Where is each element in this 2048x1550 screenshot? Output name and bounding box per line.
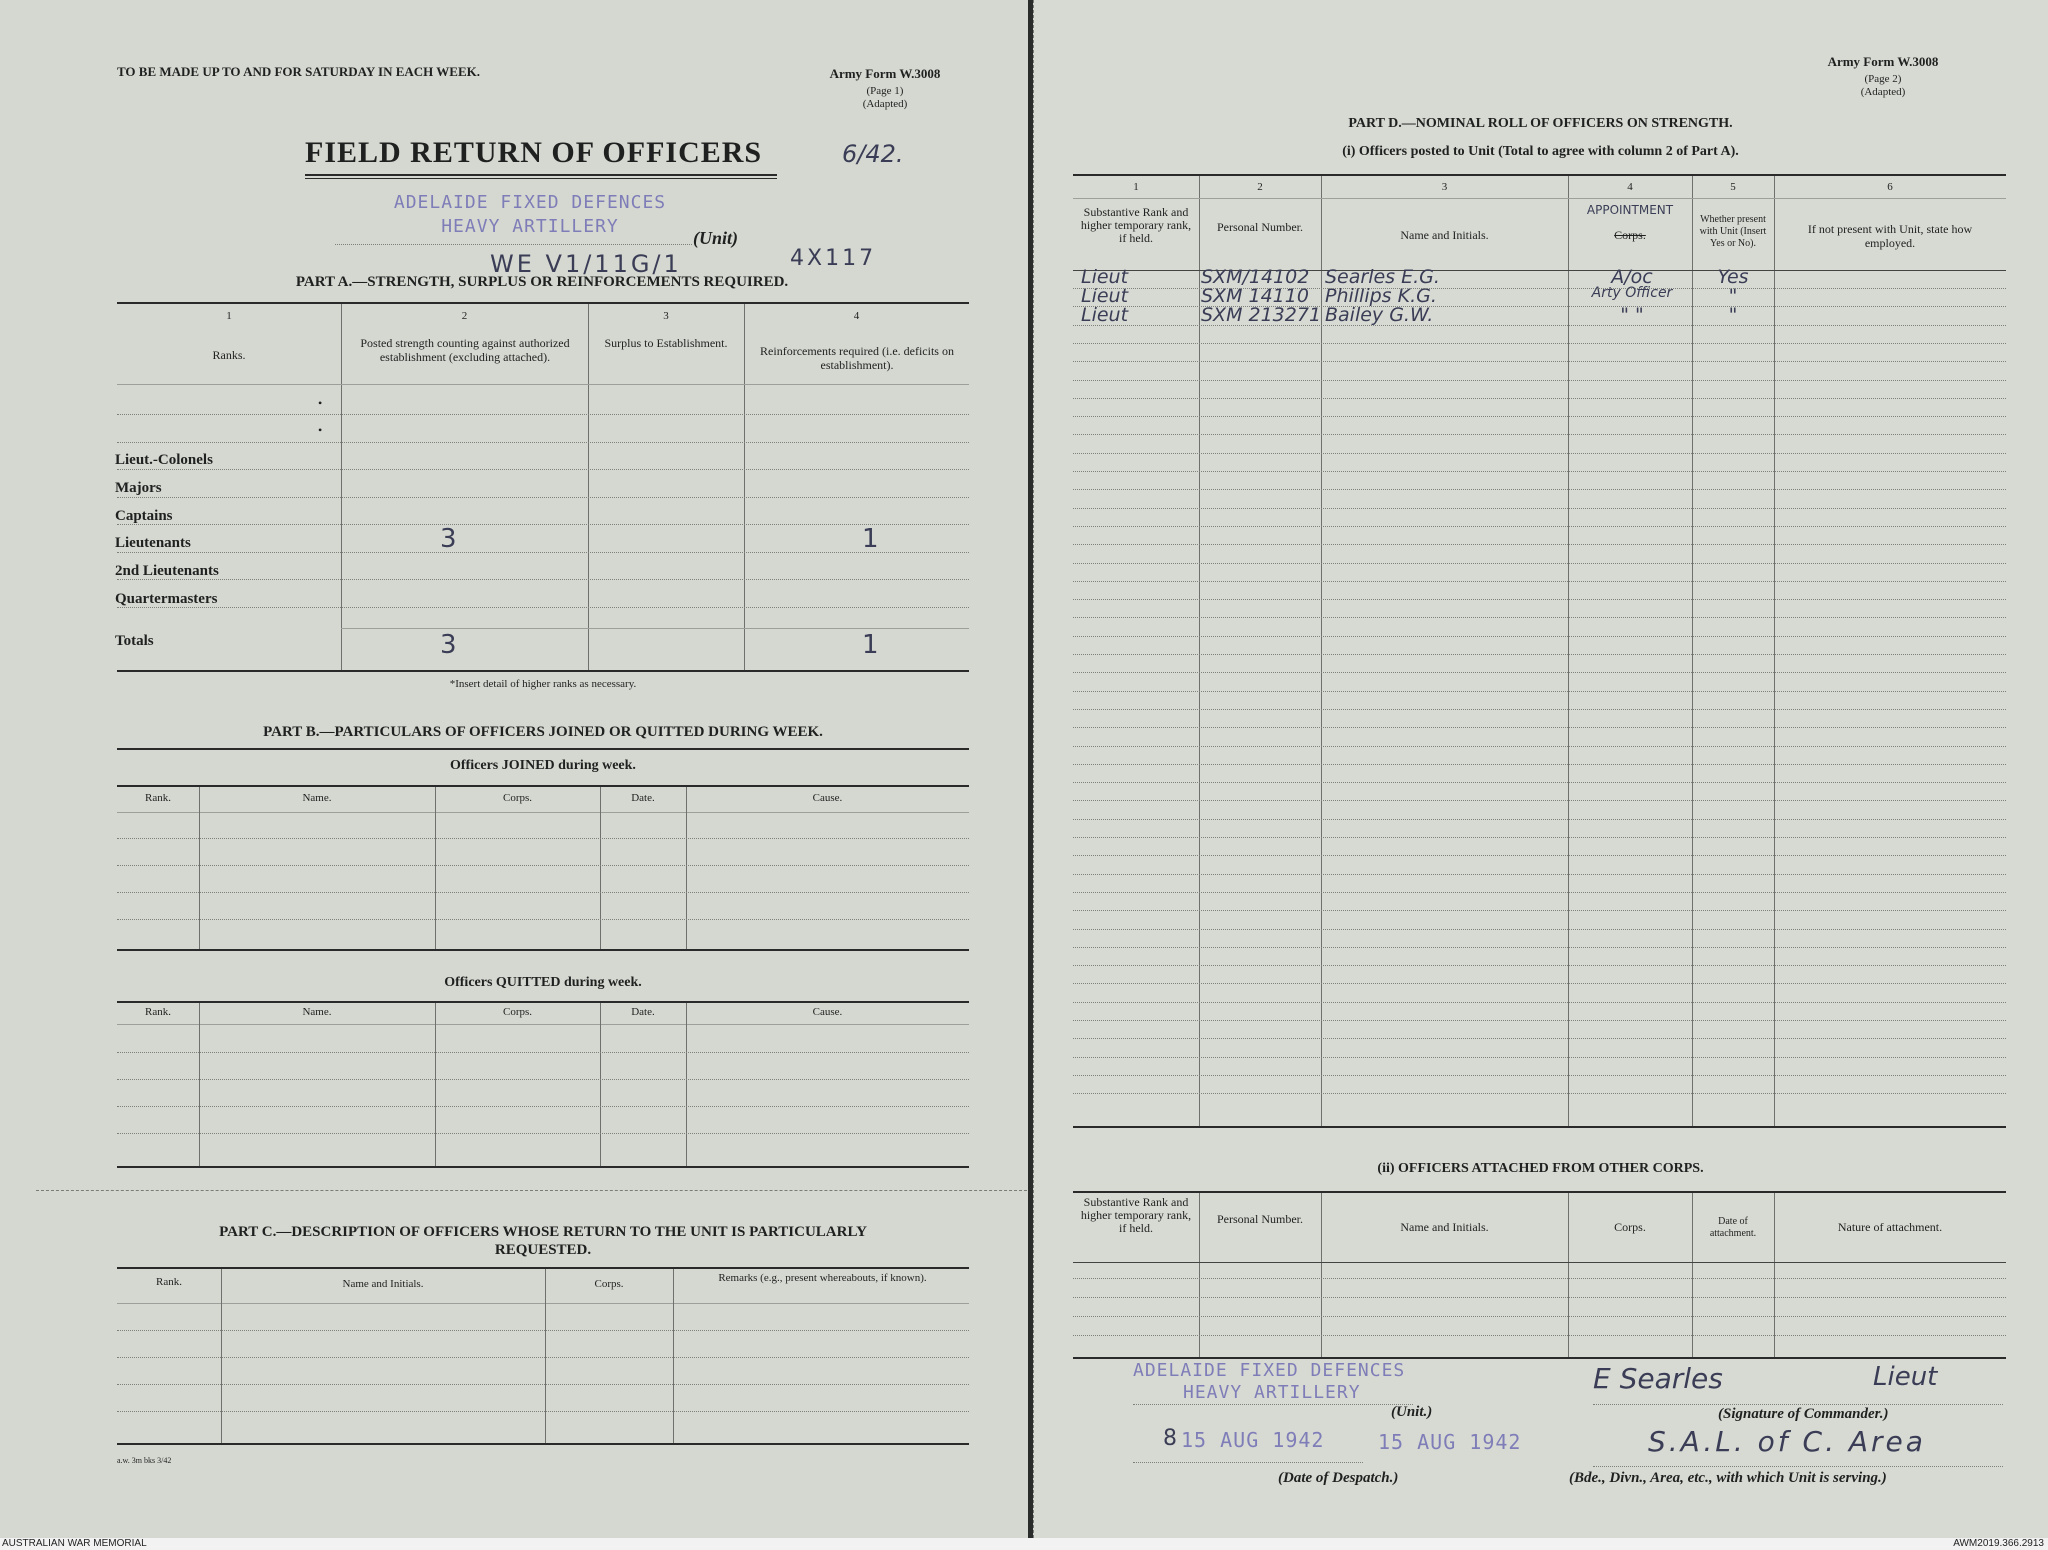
att-head-corps: Corps. [1614,1220,1646,1234]
form-title: FIELD RETURN OF OFFICERS [305,136,763,169]
ruled-line [1073,1316,2006,1317]
joined-col-name: Name. [302,792,332,804]
roll-head-name: Name and Initials. [1400,228,1489,242]
roll-head-appointment: APPOINTMENT [1586,203,1674,217]
ruled-line [117,497,969,498]
roll-head-rank: Substantive Rank and higher temporary rank, if held. [1080,205,1192,245]
ruled-line [1073,361,2006,362]
roll-head-corps: Corps. [1614,228,1646,242]
handwritten-number: 6/42. [842,140,904,168]
ruled-line [117,579,969,580]
ruled-line [1073,617,2006,618]
form-id-2: Army Form W.3008 [1827,54,1939,69]
roll-entry-name: Bailey G.W. [1325,304,1434,326]
ruled-line [117,607,969,608]
date-stamp-1: 15 AUG 1942 [1181,1428,1325,1452]
part-c-col-corps: Corps. [594,1278,624,1290]
ruled-line [1073,1020,2006,1021]
roll-col-1: 1 [1133,181,1139,193]
roll-col-6: 6 [1887,181,1893,193]
ruled-line [117,919,969,920]
ruled-line [1073,1038,2006,1039]
ruled-line [1073,892,2006,893]
ruled-line [1073,325,2006,326]
reinforcements-header: Reinforcements required (i.e. deficits on establishment). [760,344,954,372]
area-label: (Bde., Divn., Area, etc., with which Unit is serving.) [1569,1470,1887,1486]
ruled-line [1073,636,2006,637]
surplus-header: Surplus to Establishment. [604,336,728,350]
quitted-col-corps: Corps. [502,1006,533,1018]
part-d-title: PART D.—NOMINAL ROLL OF OFFICERS ON STRENGTH. [1348,116,1733,131]
roll-col-2: 2 [1257,181,1263,193]
rank-majors: Majors [115,480,162,496]
att-head-number: Personal Number. [1217,1212,1303,1226]
unit-label: (Unit) [693,228,738,248]
roll-entry-number: SXM 213271 [1201,304,1321,326]
ruled-line [1073,819,2006,820]
ruled-line [1073,837,2006,838]
ruled-line [117,1079,969,1080]
roll-col-4: 4 [1627,181,1633,193]
roll-entry-corps: A/oc [1611,266,1653,288]
ruled-line [117,1411,969,1412]
ruled-line [1073,746,2006,747]
ruled-line [117,892,969,893]
posted-header: Posted strength counting against authorized establishment (excluding attached). [360,336,570,364]
ruled-line [1073,453,2006,454]
form-adapted-2: (Adapted) [1860,86,1906,98]
ruled-line [1073,709,2006,710]
ruled-line [1073,1075,2006,1076]
ruled-line [117,1133,969,1134]
ruled-line [117,1357,969,1358]
ruled-line [1073,306,2006,307]
ruled-line [1073,1093,2006,1094]
part-a-col-3: 3 [663,310,669,322]
ruled-line [1073,1002,2006,1003]
roll-entry-present: Yes [1717,266,1749,288]
ruled-line [1073,508,2006,509]
rank-captains: Captains [115,508,173,524]
form-page-2 [1033,0,2048,1538]
part-c-title-line-2: REQUESTED. [494,1242,592,1258]
ruled-line [1073,1335,2006,1336]
ruled-line [1073,434,2006,435]
ruled-line [1073,526,2006,527]
att-head-name: Name and Initials. [1400,1220,1489,1234]
ruled-line [1073,874,2006,875]
ruled-line [117,1106,969,1107]
part-c-col-rank: Rank. [156,1276,182,1288]
ruled-line [1073,563,2006,564]
rank-quartermasters: Quartermasters [115,591,218,607]
handwritten-code: 4X117 [790,246,877,271]
roll-head-employed: If not present with Unit, state how employed. [1807,222,1973,250]
ruled-line [1073,471,2006,472]
ruled-line [1073,855,2006,856]
quitted-title: Officers QUITTED during week. [444,975,642,990]
area-handwritten: S.A.L. of C. Area [1648,1425,1926,1458]
unit-stamp-2-line-1: ADELAIDE FIXED DEFENCES [1133,1360,1406,1381]
ruled-line [1073,672,2006,673]
ruled-line [1073,800,2006,801]
ruled-line [1073,581,2006,582]
roll-entry-rank: Lieut [1081,285,1129,307]
archive-footer [0,1538,2048,1550]
ranks-header: Ranks. [212,348,246,362]
ruled-line [1073,1057,2006,1058]
ruled-line [1073,288,2006,289]
part-a-col-4: 4 [853,310,860,322]
roll-entry-rank: Lieut [1081,266,1129,288]
ruled-line [1073,983,2006,984]
ruled-line [117,414,969,415]
part-a-col-2: 2 [461,310,468,322]
quitted-col-name: Name. [302,1006,332,1018]
ruled-line [117,838,969,839]
roll-entry-name: Searles E.G. [1325,266,1440,288]
ruled-line [117,552,969,553]
ruled-line [1073,599,2006,600]
part-a-title: PART A.—STRENGTH, SURPLUS OR REINFORCEMENTS REQUIRED. [295,274,789,290]
joined-col-corps: Corps. [502,792,533,804]
joined-col-rank: Rank. [145,792,171,804]
unit-stamp-line-2: HEAVY ARTILLERY [441,216,619,237]
unit-label-2: (Unit.) [1391,1404,1433,1420]
ruled-line [117,1384,969,1385]
roll-entry-present: " [1728,285,1738,307]
ruled-line [1073,544,2006,545]
lieutenants-posted: 3 [440,524,457,554]
ruled-line [1073,965,2006,966]
date-of-despatch-label: (Date of Despatch.) [1278,1470,1399,1486]
att-head-rank: Substantive Rank and higher temporary rank, if held. [1080,1195,1192,1235]
part-c-col-remarks: Remarks (e.g., present whereabouts, if known). [718,1272,927,1284]
joined-col-cause: Cause. [812,792,843,804]
att-head-nature: Nature of attachment. [1837,1220,1943,1234]
joined-title: Officers JOINED during week. [450,758,636,773]
footer-accession: AWM2019.366.2913 [1953,1538,2044,1549]
handwritten-we: WE V1/11G/1 [490,250,682,278]
totals-reinforcements: 1 [862,630,879,660]
roll-entry-number: SXM/14102 [1201,266,1310,288]
footer-institution: AUSTRALIAN WAR MEMORIAL [2,1538,147,1549]
date-hw-prefix: 8 [1163,1426,1177,1451]
quitted-col-date: Date. [631,1006,655,1018]
page-header: TO BE MADE UP TO AND FOR SATURDAY IN EACH WEEK. [117,64,480,79]
part-a-footnote: *Insert detail of higher ranks as necessary. [449,678,637,690]
ruled-line [1073,764,2006,765]
roll-head-present: Whether present with Unit (Insert Yes or No). [1699,214,1767,249]
ruled-line [117,865,969,866]
ruled-line [1073,691,2006,692]
roll-col-3: 3 [1441,181,1448,193]
ruled-line [1073,654,2006,655]
att-head-date: Date of attachment. [1709,1216,1757,1239]
form-page-2-label: (Page 2) [1864,73,1902,85]
quitted-col-rank: Rank. [145,1006,171,1018]
quitted-col-cause: Cause. [812,1006,843,1018]
ruled-line [1073,947,2006,948]
ruled-line [117,1052,969,1053]
print-code: a.w. 3m bks 3/42 [117,1456,172,1465]
ruled-line [1073,910,2006,911]
ruled-line [117,1330,969,1331]
ruled-line [1073,489,2006,490]
totals-label: Totals [115,633,154,649]
form-adapted: (Adapted) [862,98,908,110]
lieutenants-reinforcements: 1 [862,524,879,554]
date-stamp-2: 15 AUG 1942 [1378,1430,1522,1454]
ruled-line [1073,1278,2006,1279]
joined-col-date: Date. [631,792,655,804]
ruled-line [1073,782,2006,783]
part-c-col-name: Name and Initials. [342,1278,424,1290]
roll-entry-corps: " " [1620,304,1644,326]
bullet-1: • [318,396,323,410]
ruled-line [1073,727,2006,728]
roll-head-number: Personal Number. [1217,220,1303,234]
roll-entry-present: " [1728,304,1738,326]
bullet-2: • [318,423,323,437]
ruled-line [1073,416,2006,417]
ruled-line [117,469,969,470]
ruled-line [1073,398,2006,399]
rank-lieutenants: Lieutenants [115,535,191,551]
totals-posted: 3 [440,630,457,660]
roll-entry-rank: Lieut [1081,304,1129,326]
commander-rank: Lieut [1873,1362,1938,1392]
form-id: Army Form W.3008 [829,66,941,81]
commander-signature: E Searles [1593,1362,1723,1395]
ruled-line [1073,929,2006,930]
roll-entry-corps: Arty Officer [1591,285,1673,301]
unit-stamp-2-line-2: HEAVY ARTILLERY [1183,1382,1361,1403]
part-c-title-line-1: PART C.—DESCRIPTION OF OFFICERS WHOSE RETURN TO THE UNIT IS PARTICULARLY [219,1224,867,1240]
roll-entry-name: Phillips K.G. [1325,285,1437,307]
ruled-line [1073,380,2006,381]
ruled-line [1073,343,2006,344]
unit-stamp-line-1: ADELAIDE FIXED DEFENCES [393,192,667,213]
ruled-line [1073,1297,2006,1298]
form-page: (Page 1) [866,85,904,97]
rank-lieut-colonels: Lieut.-Colonels [115,452,213,468]
attached-title: (ii) OFFICERS ATTACHED FROM OTHER CORPS. [1377,1161,1704,1176]
part-d-subtitle: (i) Officers posted to Unit (Total to agree with column 2 of Part A). [1342,144,1739,159]
part-a-col-1: 1 [226,310,232,322]
roll-entry-number: SXM 14110 [1201,285,1309,307]
ruled-line [117,524,969,525]
signature-label: (Signature of Commander.) [1718,1406,1889,1422]
rank-2nd-lieutenants: 2nd Lieutenants [115,563,219,579]
part-b-title: PART B.—PARTICULARS OF OFFICERS JOINED OR QUITTED DURING WEEK. [263,724,823,740]
ruled-line [117,442,969,443]
roll-col-5: 5 [1730,181,1736,193]
